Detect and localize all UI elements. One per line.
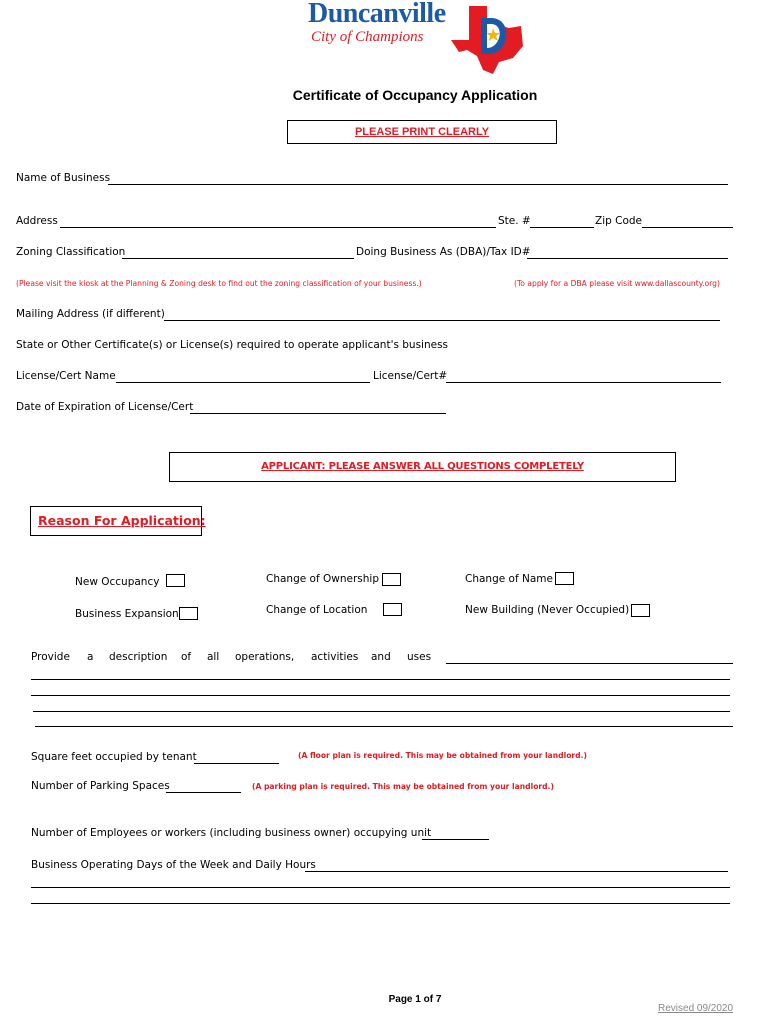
- description-line[interactable]: [31, 695, 730, 696]
- description-line[interactable]: [31, 679, 730, 680]
- page-number: Page 1 of 7: [388, 994, 442, 1005]
- operating-line[interactable]: [31, 887, 730, 888]
- license-name-label: License/Cert Name: [16, 370, 116, 382]
- print-notice-box: [287, 120, 557, 144]
- desc-word: activities: [311, 651, 359, 663]
- business-expansion-checkbox[interactable]: [179, 607, 198, 620]
- logo-tagline: City of Champions: [311, 29, 424, 45]
- new-occupancy-checkbox[interactable]: [166, 574, 185, 587]
- texas-star-icon: [447, 2, 527, 76]
- parking-label: Number of Parking Spaces: [31, 780, 170, 792]
- business-name-field[interactable]: [108, 184, 728, 185]
- zip-label: Zip Code: [595, 215, 642, 227]
- license-num-field[interactable]: [446, 382, 721, 383]
- floor-plan-note: (A floor plan is required. This may be obtained from your landlord.): [298, 751, 587, 760]
- description-field[interactable]: [446, 663, 733, 664]
- address-label: Address: [16, 215, 58, 227]
- revised-date: Revised 09/2020: [658, 1003, 734, 1014]
- zip-field[interactable]: [642, 227, 733, 228]
- business-name-label: Name of Business: [16, 172, 111, 184]
- new-building-label: New Building (Never Occupied): [465, 604, 630, 616]
- license-name-field[interactable]: [116, 382, 370, 383]
- state-cert-label: State or Other Certificate(s) or License(s) required to operate applicant's business: [16, 339, 449, 351]
- applicant-notice: APPLICANT: PLEASE ANSWER ALL QUESTIONS COMPLETELY: [261, 461, 584, 472]
- desc-word: uses: [407, 651, 432, 663]
- description-prompt: [31, 651, 431, 665]
- reason-heading: Reason For Application:: [38, 513, 206, 528]
- new-occupancy-label: New Occupancy: [75, 576, 160, 588]
- sqft-label: Square feet occupied by tenant: [31, 751, 197, 763]
- desc-word: and: [371, 651, 391, 663]
- change-name-label: Change of Name: [465, 573, 553, 585]
- reason-heading-box: [30, 506, 206, 536]
- employees-label: Number of Employees or workers (including business owner) occupying unit: [31, 827, 432, 839]
- parking-field[interactable]: [166, 792, 241, 793]
- desc-word: Provide: [31, 651, 70, 663]
- city-logo: [305, 0, 530, 78]
- business-expansion-label: Business Expansion: [75, 608, 179, 620]
- suite-field[interactable]: [530, 227, 594, 228]
- logo-name: Duncanville: [308, 0, 446, 29]
- new-building-checkbox[interactable]: [631, 604, 650, 617]
- description-line[interactable]: [33, 711, 730, 712]
- change-name-checkbox[interactable]: [555, 572, 574, 585]
- desc-word: all: [207, 651, 220, 663]
- dba-note: (To apply for a DBA please visit www.dallascounty.org): [514, 279, 720, 288]
- parking-plan-note: (A parking plan is required. This may be obtained from your landlord.): [252, 782, 554, 791]
- operating-field[interactable]: [305, 871, 728, 872]
- mailing-field[interactable]: [164, 320, 720, 321]
- dba-field[interactable]: [527, 258, 728, 259]
- suite-label: Ste. #: [498, 215, 531, 227]
- description-line[interactable]: [35, 726, 733, 727]
- license-num-label: License/Cert#: [373, 370, 448, 382]
- print-notice: PLEASE PRINT CLEARLY: [354, 126, 490, 138]
- expiration-field[interactable]: [190, 413, 446, 414]
- operating-line[interactable]: [31, 903, 730, 904]
- change-location-label: Change of Location: [266, 604, 368, 616]
- change-ownership-checkbox[interactable]: [382, 573, 401, 586]
- dba-label: Doing Business As (DBA)/Tax ID#: [356, 246, 531, 258]
- address-field[interactable]: [60, 227, 496, 228]
- operating-label: Business Operating Days of the Week and Daily Hours: [31, 859, 316, 871]
- page-title: Certificate of Occupancy Application: [292, 87, 538, 103]
- expiration-label: Date of Expiration of License/Cert: [16, 401, 194, 413]
- change-ownership-label: Change of Ownership: [266, 573, 379, 585]
- zoning-note: (Please visit the kiosk at the Planning & Zoning desk to find out the zoning classification of your business.): [16, 279, 422, 288]
- zoning-field[interactable]: [122, 258, 354, 259]
- zoning-label: Zoning Classification: [16, 246, 126, 258]
- desc-word: a: [87, 651, 94, 663]
- desc-word: description: [109, 651, 168, 663]
- desc-word: operations,: [235, 651, 295, 663]
- mailing-label: Mailing Address (if different): [16, 308, 165, 320]
- change-location-checkbox[interactable]: [383, 603, 402, 616]
- sqft-field[interactable]: [194, 763, 279, 764]
- applicant-notice-box: [169, 452, 676, 482]
- desc-word: of: [181, 651, 192, 663]
- employees-field[interactable]: [422, 839, 489, 840]
